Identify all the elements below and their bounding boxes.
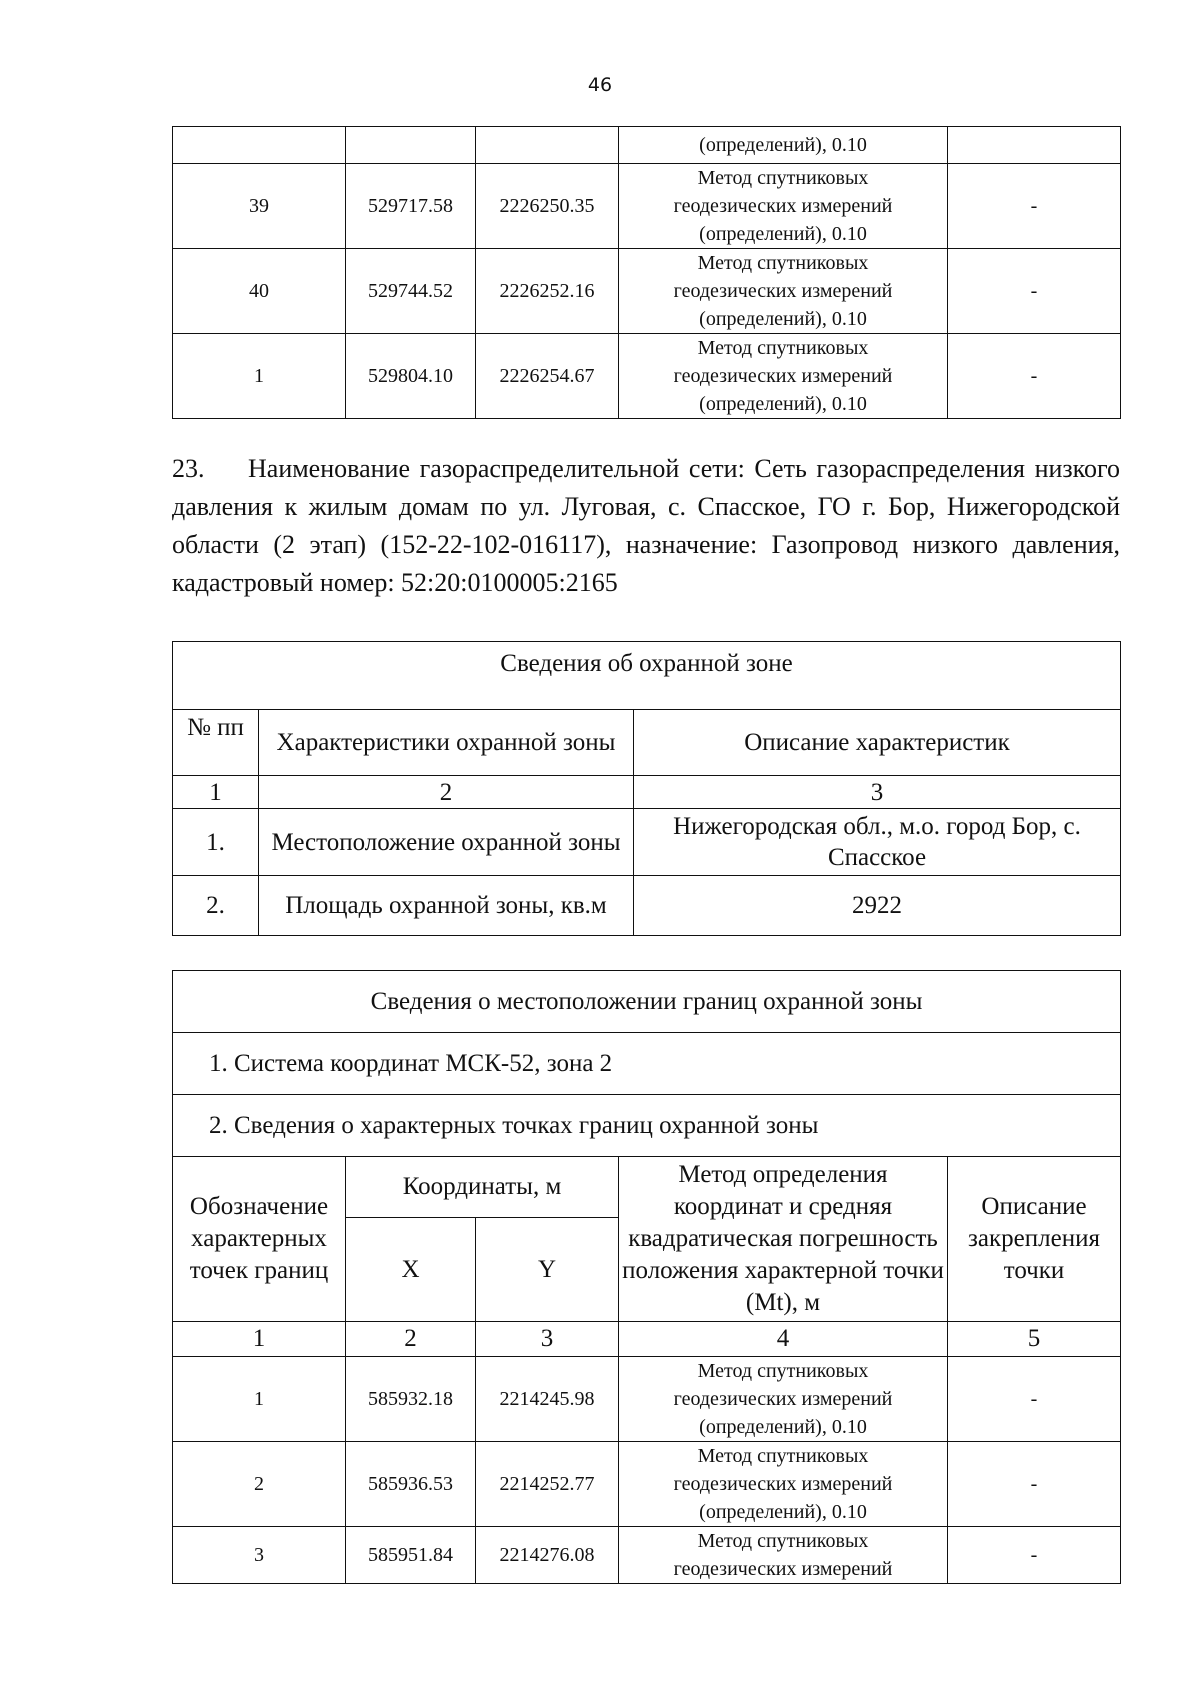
table-row [173,809,1121,876]
method-cell: (определений), 0.10 [619,127,948,164]
method-line: Метод спутниковых [697,1445,869,1467]
table-title: Сведения о местоположении границ охранной зоны [173,971,1121,1033]
protection-zone-table [172,641,1121,936]
method-line: (определений), 0.10 [699,393,867,415]
characteristic-name: Местоположение охранной зоны [259,809,634,876]
point-cell: 39 [173,164,346,249]
point-cell: 40 [173,249,346,334]
method-line: (определений), 0.10 [699,1501,867,1523]
table-row [173,1357,1121,1442]
header-cell: Описание закрепления точки [948,1157,1121,1322]
description-cell: - [948,164,1121,249]
point-cell: 1 [173,1357,346,1442]
table-row [173,1095,1121,1157]
header-cell: Обозначение характерных точек границ [173,1157,346,1322]
method-line: геодезических измерений [673,280,893,302]
table-row [173,971,1121,1033]
method-line: Метод спутниковых [697,252,869,274]
y-cell: 2226250.35 [476,164,619,249]
method-cell [619,164,948,249]
section-paragraph [172,450,1120,602]
index-cell: 1 [173,776,259,809]
method-line: Метод спутниковых [697,167,869,189]
method-cell [619,1357,948,1442]
x-cell: 585932.18 [346,1357,476,1442]
header-cell: № пп [173,710,259,776]
header-cell: X [346,1218,476,1322]
y-cell [476,127,619,164]
y-cell: 2214252.77 [476,1442,619,1527]
index-cell: 3 [476,1322,619,1357]
index-cell: 1 [173,1322,346,1357]
y-cell: 2214276.08 [476,1527,619,1584]
table-row [173,876,1121,936]
x-cell: 529717.58 [346,164,476,249]
table-row [173,1527,1121,1584]
y-cell: 2226252.16 [476,249,619,334]
description-cell [948,127,1121,164]
coordinate-system: 1. Система координат МСК-52, зона 2 [173,1033,1121,1095]
table-row [173,164,1121,249]
page-number: 46 [587,74,613,96]
characteristic-value: 2922 [634,876,1121,936]
method-line: Метод спутниковых [697,1360,869,1382]
index-cell: 3 [634,776,1121,809]
description-cell: - [948,334,1121,419]
x-cell: 585951.84 [346,1527,476,1584]
boundary-coordinates-table [172,970,1121,1584]
method-line: геодезических измерений [673,1473,893,1495]
header-cell: Y [476,1218,619,1322]
table-row [173,642,1121,710]
description-cell: - [948,1527,1121,1584]
point-cell: 2 [173,1442,346,1527]
point-cell: 3 [173,1527,346,1584]
table-header-row [173,710,1121,776]
y-cell: 2226254.67 [476,334,619,419]
index-cell: 2 [259,776,634,809]
x-cell: 585936.53 [346,1442,476,1527]
section-text: Наименование газораспределительной сети: Сеть газораспределения низкого давления к жилым домам по ул. Луговая, с. Спасское, ГО г. Бор, Нижегородской области (2 этап) (152-22-102-016117), назначение: Газопровод низкого давления, кадастровый номер: 52:20:0100005:2165 [172,454,1120,597]
table-row [173,127,1121,164]
method-line: геодезических измерений [673,365,893,387]
header-cell: Координаты, м [346,1157,619,1218]
table-row [173,334,1121,419]
index-row [173,1322,1121,1357]
header-cell: Описание характеристик [634,710,1121,776]
x-cell: 529744.52 [346,249,476,334]
table-title: Сведения об охранной зоне [173,642,1121,710]
row-number: 2. [173,876,259,936]
description-cell: - [948,249,1121,334]
method-line: (определений), 0.10 [699,1416,867,1438]
index-cell: 4 [619,1322,948,1357]
method-line: геодезических измерений [673,195,893,217]
method-cell [619,1527,948,1584]
method-line: Метод спутниковых [697,337,869,359]
section-number: 23. [172,454,205,483]
point-cell [173,127,346,164]
characteristic-name: Площадь охранной зоны, кв.м [259,876,634,936]
method-line: геодезических измерений [673,1388,893,1410]
method-cell [619,334,948,419]
method-line: (определений), 0.10 [699,308,867,330]
index-row [173,776,1121,809]
description-cell: - [948,1357,1121,1442]
previous-coordinates-table [172,126,1121,419]
header-cell: Характеристики охранной зоны [259,710,634,776]
method-line: (определений), 0.10 [699,223,867,245]
method-line: геодезических измерений [673,1558,893,1580]
method-cell [619,249,948,334]
y-cell: 2214245.98 [476,1357,619,1442]
table-row [173,249,1121,334]
characteristic-value: Нижегородская обл., м.о. город Бор, с. Спасское [634,809,1121,876]
header-cell: Метод определения координат и средняя квадратическая погрешность положения характерной точки (Mt), м [619,1157,948,1322]
table-row [173,1442,1121,1527]
table-row [173,1033,1121,1095]
method-line: Метод спутниковых [697,1530,869,1552]
row-number: 1. [173,809,259,876]
index-cell: 2 [346,1322,476,1357]
description-cell: - [948,1442,1121,1527]
points-title: 2. Сведения о характерных точках границ охранной зоны [173,1095,1121,1157]
table-header-row [173,1157,1121,1218]
x-cell: 529804.10 [346,334,476,419]
point-cell: 1 [173,334,346,419]
x-cell [346,127,476,164]
method-cell [619,1442,948,1527]
index-cell: 5 [948,1322,1121,1357]
